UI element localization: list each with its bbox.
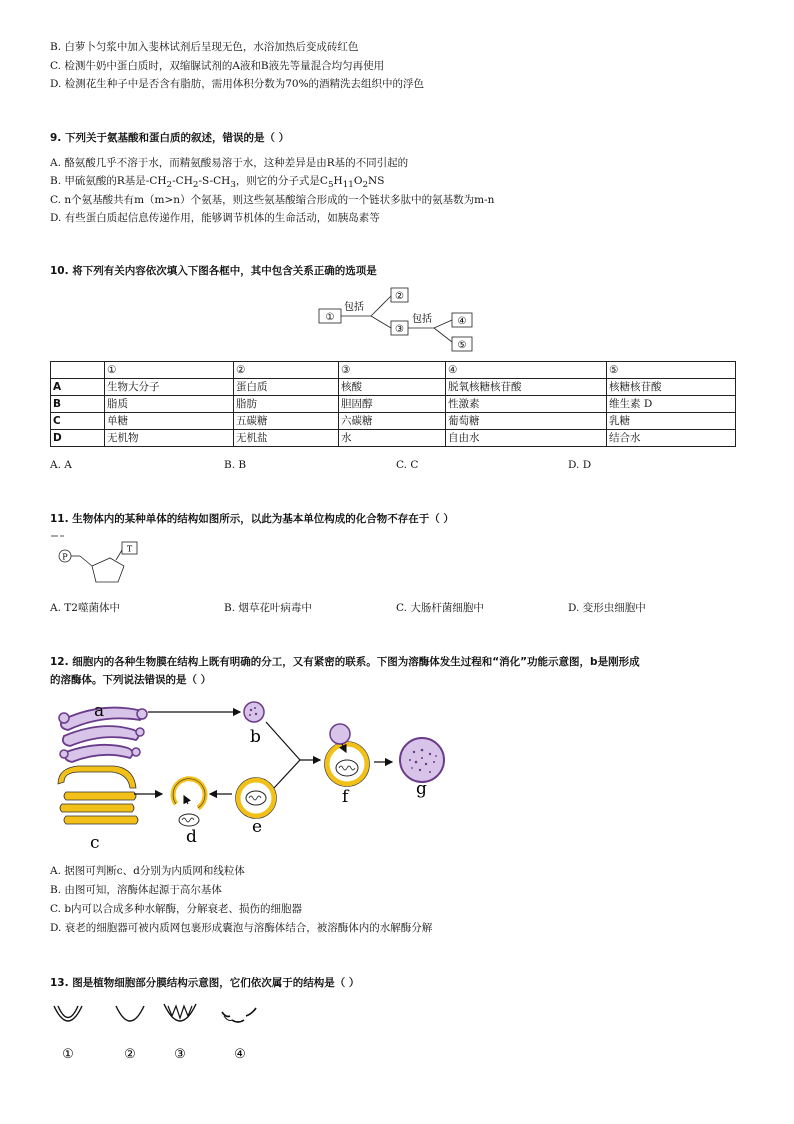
table-cell: 核酸 (339, 379, 446, 396)
phosphate-label: P (62, 552, 68, 562)
digesting-lysosome-icon (400, 738, 444, 782)
q9-b-part: O (353, 175, 363, 187)
table-cell (51, 362, 105, 379)
q10-inclusion-diagram (316, 284, 486, 356)
box-1-label: ① (325, 312, 335, 323)
membrane-structures-diagram (50, 1000, 280, 1070)
table-row (51, 396, 736, 413)
box-3-label: ③ (395, 324, 404, 335)
subscript: 5 (327, 180, 334, 191)
q11-option-d: D. 变形虫细胞中 (568, 602, 646, 614)
q10-option-c: C. C (396, 459, 419, 471)
lysosome-b-icon (244, 702, 264, 722)
mitochondrion-icon (179, 814, 199, 826)
structure-label-1: ① (62, 1047, 74, 1062)
q10-options (50, 459, 750, 473)
q9-option-a: A. 酪氨酸几乎不溶于水，而精氨酸易溶于水，这种差异是由R基的不同引起的 (50, 157, 409, 169)
box-5-label: ⑤ (457, 340, 467, 351)
q12-stem-line2: 的溶酶体。下列说法错误的是（ ） (50, 674, 212, 686)
label-f: f (342, 787, 349, 807)
box-4-label: ④ (457, 316, 467, 327)
label-g: g (416, 779, 427, 799)
table-row (51, 430, 736, 447)
table-cell: ② (234, 362, 339, 379)
table-cell: 单糖 (105, 413, 234, 430)
q9-b-part: -CH (172, 175, 193, 187)
q11-option-b: B. 烟草花叶病毒中 (224, 602, 312, 614)
q9-option-d: D. 有些蛋白质起信息传递作用，能够调节机体的生命活动，如胰岛素等 (50, 212, 380, 224)
table-cell: 脂肪 (234, 396, 339, 413)
pentose-ring-icon (92, 558, 124, 582)
q11-option-c: C. 大肠杆菌细胞中 (396, 602, 484, 614)
structure-label-4: ④ (234, 1047, 246, 1062)
table-cell: 蛋白质 (234, 379, 339, 396)
subscript: 11 (342, 180, 354, 191)
label-d: d (186, 827, 197, 847)
q10-option-a: A. A (50, 459, 72, 471)
table-cell: 维生素 D (607, 396, 736, 413)
table-row (51, 413, 736, 430)
q9-stem: 9. 下列关于氨基酸和蛋白质的叙述，错误的是（ ） (50, 132, 290, 144)
q8-option-d: D. 检测花生种子中是否含有脂肪，需用体积分数为70%的酒精洗去组织中的浮色 (50, 78, 425, 90)
q8-option-b: B. 白萝卜匀浆中加入斐林试剂后呈现无色，水浴加热后变成砖红色 (50, 41, 359, 53)
q9-b-part: -S-CH (198, 175, 231, 187)
q12-option-d: D. 衰老的细胞器可被内质网包裹形成囊泡与溶酶体结合，被溶酶体内的水解酶分解 (50, 922, 433, 934)
table-cell: 葡萄糖 (446, 413, 607, 430)
label-a: a (94, 701, 105, 721)
q9-b-part: H (333, 175, 343, 187)
box-2-label: ② (395, 291, 404, 302)
table-cell: ③ (339, 362, 446, 379)
table-cell: 生物大分子 (105, 379, 234, 396)
table-cell: 水 (339, 430, 446, 447)
q13-stem: 13. 图是植物细胞部分膜结构示意图，它们依次属于的结构是（ ） (50, 977, 360, 989)
q10-option-b: B. B (224, 459, 247, 471)
q10-option-d: D. D (568, 459, 592, 471)
base-label: T (126, 544, 133, 554)
include-label-1: 包括 (344, 302, 364, 313)
q9-b-part: ，则它的分子式是C (235, 175, 328, 187)
table-cell: 性激素 (446, 396, 607, 413)
lysosome-diagram (50, 692, 470, 852)
label-b: b (250, 727, 261, 747)
table-row (51, 379, 736, 396)
q11-stem: 11. 生物体内的某种单体的结构如图所示，以此为基本单位构成的化合物不存在于（ ） (50, 513, 454, 525)
label-c: c (90, 833, 100, 852)
nuclear-envelope-icon (222, 1012, 230, 1017)
table-cell: 胆固醇 (339, 396, 446, 413)
q10-stem: 10. 将下列有关内容依次填入下图各框中，其中包含关系正确的选项是 (50, 265, 377, 277)
table-cell: 结合水 (607, 430, 736, 447)
q10-table (50, 361, 736, 447)
table-cell: A (51, 379, 105, 396)
q12-stem-line1: 12. 细胞内的各种生物膜在结构上既有明确的分工，又有紧密的联系。下图为溶酶体发生过程和“消化”功能示意图，b是刚形成 (50, 656, 640, 668)
q9-option-c: C. n个氨基酸共有m（m>n）个氨基，则这些氨基酸缩合形成的一个链状多肽中的氨基数为m-n (50, 194, 495, 206)
single-membrane-icon (116, 1006, 144, 1021)
subscript: 2 (192, 180, 199, 191)
table-cell: B (51, 396, 105, 413)
subscript: 2 (362, 180, 369, 191)
q11-option-a: A. T2噬菌体中 (50, 602, 120, 614)
include-label-2: 包括 (412, 314, 432, 325)
q12-option-c: C. b内可以合成多种水解酶，分解衰老、损伤的细胞器 (50, 903, 303, 915)
structure-label-3: ③ (174, 1047, 186, 1062)
table-cell: ④ (446, 362, 607, 379)
q8-option-c: C. 检测牛奶中蛋白质时，双缩脲试剂的A液和B液先等量混合均匀再使用 (50, 60, 385, 72)
table-header-row (51, 362, 736, 379)
subscript: 2 (166, 180, 173, 191)
structure-label-2: ② (124, 1047, 136, 1062)
q9-b-pre: B. 甲硫氨酸的R基是-CH (50, 175, 167, 187)
table-cell: ⑤ (607, 362, 736, 379)
double-membrane-icon (54, 1006, 82, 1021)
table-cell: D (51, 430, 105, 447)
table-cell: C (51, 413, 105, 430)
table-cell: ① (105, 362, 234, 379)
table-cell: 无机盐 (234, 430, 339, 447)
q9-option-b (50, 174, 384, 192)
nucleotide-diagram (50, 530, 160, 588)
label-e: e (252, 817, 263, 837)
table-cell: 无机物 (105, 430, 234, 447)
table-cell: 六碳糖 (339, 413, 446, 430)
q11-options (50, 600, 750, 614)
q12-option-a: A. 据图可判断c、d分别为内质网和线粒体 (50, 865, 245, 877)
table-cell: 脂质 (105, 396, 234, 413)
fusing-lysosome-icon (330, 724, 350, 744)
table-cell: 脱氧核糖核苷酸 (446, 379, 607, 396)
table-cell: 自由水 (446, 430, 607, 447)
table-cell: 乳糖 (607, 413, 736, 430)
q9-b-part: NS (368, 175, 385, 187)
endoplasmic-reticulum-icon (58, 766, 138, 824)
table-cell: 五碳糖 (234, 413, 339, 430)
q12-option-b: B. 由图可知，溶酶体起源于高尔基体 (50, 884, 222, 896)
table-cell: 核糖核苷酸 (607, 379, 736, 396)
subscript: 3 (230, 180, 236, 191)
